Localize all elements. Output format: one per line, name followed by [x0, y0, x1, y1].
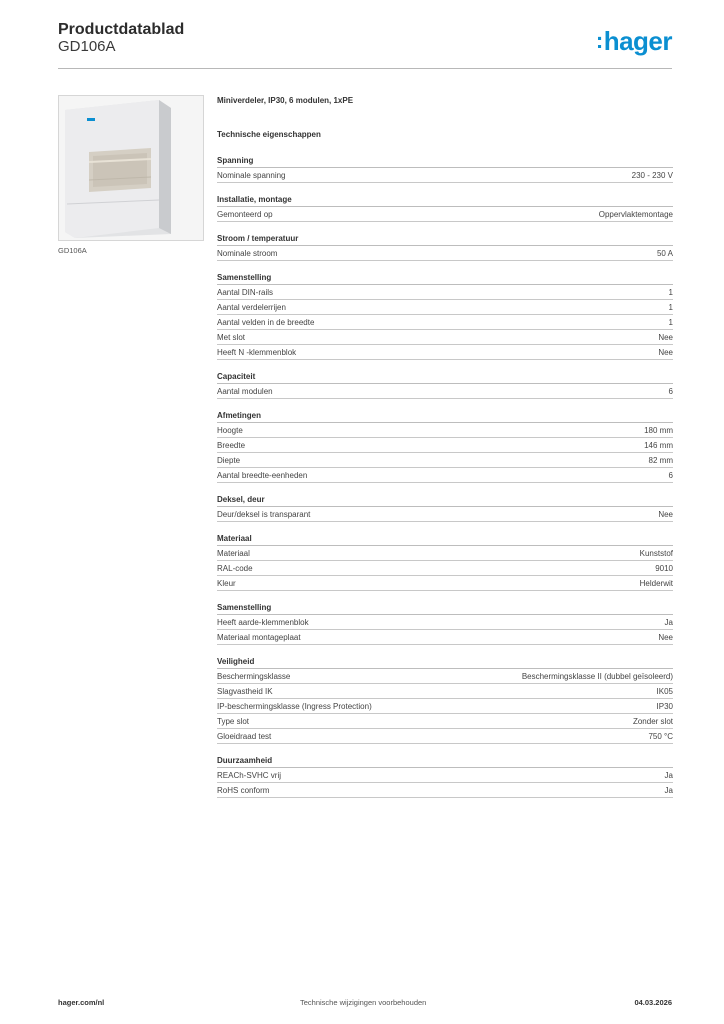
spec-label: Breedte [217, 440, 246, 450]
footer-date: 04.03.2026 [634, 998, 672, 1007]
spec-label: Type slot [217, 716, 250, 726]
spec-section [217, 194, 673, 222]
spec-value: 146 mm [644, 440, 673, 450]
spec-label: Diepte [217, 455, 241, 465]
spec-row [217, 699, 673, 714]
spec-row [217, 669, 673, 684]
spec-value: Zonder slot [632, 716, 673, 726]
spec-row [217, 384, 673, 399]
spec-row [217, 438, 673, 453]
spec-row [217, 615, 673, 630]
spec-value: 1 [668, 287, 673, 297]
image-caption: GD106A [58, 246, 87, 255]
spec-row [217, 168, 673, 183]
product-code: GD106A [58, 38, 116, 55]
spec-value: 1 [668, 302, 673, 312]
spec-label: Aantal verdelerrijen [217, 302, 286, 312]
spec-section [217, 155, 673, 183]
spec-row [217, 768, 673, 783]
section-heading: Samenstelling [217, 602, 673, 615]
section-heading: Stroom / temperatuur [217, 233, 673, 246]
spec-value: Nee [658, 347, 673, 357]
hager-logo [596, 26, 672, 58]
tech-properties-title: Technische eigenschappen [217, 130, 321, 139]
section-heading: Afmetingen [217, 410, 673, 423]
product-image [58, 95, 204, 241]
spec-value: Nee [658, 632, 673, 642]
spec-label: Materiaal montageplaat [217, 632, 301, 642]
spec-label: REACh-SVHC vrij [217, 770, 282, 780]
spec-label: Kleur [217, 578, 236, 588]
spec-row [217, 285, 673, 300]
section-heading: Deksel, deur [217, 494, 673, 507]
header-divider [58, 68, 672, 69]
footer-website[interactable]: hager.com/nl [58, 998, 105, 1007]
spec-section [217, 494, 673, 522]
spec-label: Hoogte [217, 425, 243, 435]
logo-text: hager [603, 26, 672, 56]
spec-label: IP-beschermingsklasse (Ingress Protection) [217, 701, 372, 711]
spec-label: Gloeidraad test [217, 731, 272, 741]
spec-content [217, 96, 673, 798]
spec-section [217, 755, 673, 798]
spec-value: Helderwit [639, 578, 673, 588]
spec-value: Nee [658, 509, 673, 519]
section-heading: Veiligheid [217, 656, 673, 669]
spec-label: Materiaal [217, 548, 250, 558]
spec-value: Ja [664, 770, 673, 780]
spec-value: 230 - 230 V [631, 170, 673, 180]
spec-section [217, 371, 673, 399]
product-description: Miniverdeler, IP30, 6 modulen, 1xPE [217, 96, 354, 105]
spec-row [217, 330, 673, 345]
spec-value: 6 [668, 386, 673, 396]
spec-row [217, 576, 673, 591]
section-heading: Duurzaamheid [217, 755, 673, 768]
spec-sections [217, 155, 673, 798]
spec-label: Met slot [217, 332, 246, 342]
spec-value: Ja [664, 785, 673, 795]
spec-label: Beschermingsklasse [217, 671, 291, 681]
spec-label: Slagvastheid IK [217, 686, 273, 696]
spec-row [217, 561, 673, 576]
spec-row [217, 453, 673, 468]
spec-value: Oppervlaktemontage [598, 209, 673, 219]
spec-row [217, 468, 673, 483]
spec-value: IK05 [656, 686, 673, 696]
spec-value: 6 [668, 470, 673, 480]
spec-value: Ja [664, 617, 673, 627]
page-title: Productdatablad [58, 21, 185, 38]
spec-label: Aantal velden in de breedte [217, 317, 315, 327]
section-heading: Installatie, montage [217, 194, 673, 207]
logo-colon: : [595, 28, 603, 53]
spec-row [217, 684, 673, 699]
spec-section [217, 656, 673, 744]
spec-section [217, 410, 673, 483]
spec-label: Heeft aarde-klemmenblok [217, 617, 309, 627]
spec-value: 1 [668, 317, 673, 327]
spec-section [217, 533, 673, 591]
spec-row [217, 630, 673, 645]
spec-label: Aantal DIN-rails [217, 287, 274, 297]
spec-label: Nominale stroom [217, 248, 278, 258]
spec-label: Deur/deksel is transparant [217, 509, 311, 519]
spec-row [217, 507, 673, 522]
spec-label: Aantal breedte-eenheden [217, 470, 308, 480]
spec-section [217, 602, 673, 645]
spec-value: IP30 [656, 701, 673, 711]
spec-value: 50 A [656, 248, 673, 258]
spec-row [217, 246, 673, 261]
spec-row [217, 783, 673, 798]
spec-section [217, 233, 673, 261]
spec-label: Nominale spanning [217, 170, 286, 180]
spec-row [217, 300, 673, 315]
spec-row [217, 546, 673, 561]
spec-label: Heeft N -klemmenblok [217, 347, 297, 357]
spec-row [217, 345, 673, 360]
spec-row [217, 207, 673, 222]
spec-value: Nee [658, 332, 673, 342]
spec-value: 82 mm [648, 455, 673, 465]
spec-value: Kunststof [639, 548, 673, 558]
spec-value: 750 °C [648, 731, 673, 741]
footer-disclaimer: Technische wijzigingen voorbehouden [300, 998, 427, 1007]
spec-row [217, 729, 673, 744]
enclosure-illustration [59, 96, 203, 240]
spec-value: 180 mm [644, 425, 673, 435]
section-heading: Materiaal [217, 533, 673, 546]
spec-value: Beschermingsklasse II (dubbel geïsoleerd) [521, 671, 673, 681]
spec-row [217, 315, 673, 330]
spec-row [217, 714, 673, 729]
spec-label: RAL-code [217, 563, 253, 573]
section-heading: Samenstelling [217, 272, 673, 285]
spec-row [217, 423, 673, 438]
section-heading: Spanning [217, 155, 673, 168]
spec-label: RoHS conform [217, 785, 270, 795]
spec-label: Aantal modulen [217, 386, 273, 396]
spec-label: Gemonteerd op [217, 209, 273, 219]
section-heading: Capaciteit [217, 371, 673, 384]
spec-value: 9010 [655, 563, 673, 573]
spec-section [217, 272, 673, 360]
